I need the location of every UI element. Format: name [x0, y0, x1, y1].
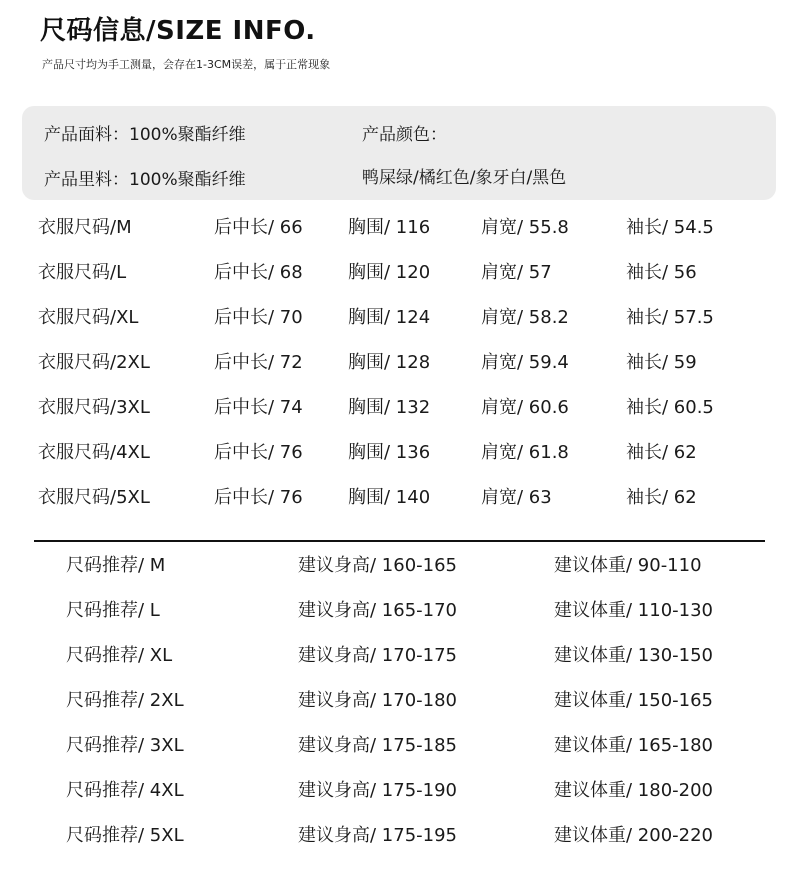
page-title: 尺码信息/SIZE INFO.: [40, 16, 316, 46]
shoulder-cell: 肩宽/ 61.8: [481, 442, 569, 463]
size-cell: 衣服尺码/L: [38, 262, 127, 283]
length-cell: 后中长/ 72: [214, 352, 303, 373]
rec-size-cell: 尺码推荐/ M: [66, 555, 166, 576]
shoulder-cell: 肩宽/ 60.6: [481, 397, 569, 418]
rec-height-cell: 建议身高/ 175-185: [298, 735, 457, 756]
shoulder-cell: 肩宽/ 59.4: [481, 352, 569, 373]
table-row: [0, 438, 790, 468]
table-row: [0, 348, 790, 378]
table-row: [0, 776, 790, 806]
size-cell: 衣服尺码/4XL: [38, 442, 150, 463]
color-list: 鸭屎绿/橘红色/象牙白/黑色: [362, 168, 567, 188]
table-row: [0, 303, 790, 333]
size-cell: 衣服尺码/3XL: [38, 397, 150, 418]
rec-weight-cell: 建议体重/ 165-180: [554, 735, 713, 756]
size-cell: 衣服尺码/M: [38, 217, 132, 238]
size-cell: 衣服尺码/5XL: [38, 487, 150, 508]
sleeve-cell: 袖长/ 57.5: [626, 307, 714, 328]
rec-size-cell: 尺码推荐/ 4XL: [66, 780, 184, 801]
rec-height-cell: 建议身高/ 165-170: [298, 600, 457, 621]
sleeve-cell: 袖长/ 59: [626, 352, 697, 373]
rec-size-cell: 尺码推荐/ 2XL: [66, 690, 184, 711]
table-row: [0, 686, 790, 716]
table-row: [0, 213, 790, 243]
shoulder-cell: 肩宽/ 57: [481, 262, 552, 283]
sleeve-cell: 袖长/ 60.5: [626, 397, 714, 418]
table-row: [0, 596, 790, 626]
sleeve-cell: 袖长/ 54.5: [626, 217, 714, 238]
length-cell: 后中长/ 66: [214, 217, 303, 238]
measurement-note: 产品尺寸均为手工测量，会存在1-3CM误差，属于正常现象: [42, 58, 331, 71]
sleeve-cell: 袖长/ 62: [626, 487, 697, 508]
size-cell: 衣服尺码/2XL: [38, 352, 150, 373]
sleeve-cell: 袖长/ 56: [626, 262, 697, 283]
rec-height-cell: 建议身高/ 160-165: [298, 555, 457, 576]
length-cell: 后中长/ 74: [214, 397, 303, 418]
length-cell: 后中长/ 70: [214, 307, 303, 328]
table-row: [0, 821, 790, 851]
rec-weight-cell: 建议体重/ 110-130: [554, 600, 713, 621]
rec-height-cell: 建议身高/ 175-190: [298, 780, 457, 801]
shoulder-cell: 肩宽/ 63: [481, 487, 552, 508]
shoulder-cell: 肩宽/ 55.8: [481, 217, 569, 238]
size-cell: 衣服尺码/XL: [38, 307, 139, 328]
rec-weight-cell: 建议体重/ 90-110: [554, 555, 702, 576]
rec-weight-cell: 建议体重/ 180-200: [554, 780, 713, 801]
rec-size-cell: 尺码推荐/ 3XL: [66, 735, 184, 756]
table-row: [0, 641, 790, 671]
table-row: [0, 731, 790, 761]
length-cell: 后中长/ 76: [214, 487, 303, 508]
rec-weight-cell: 建议体重/ 200-220: [554, 825, 713, 846]
lining-text: 产品里料：100%聚酯纤维: [44, 170, 246, 190]
rec-height-cell: 建议身高/ 175-195: [298, 825, 457, 846]
product-info-panel: [22, 106, 776, 200]
length-cell: 后中长/ 76: [214, 442, 303, 463]
chest-cell: 胸围/ 140: [348, 487, 431, 508]
shoulder-cell: 肩宽/ 58.2: [481, 307, 569, 328]
fabric-text: 产品面料：100%聚酯纤维: [44, 125, 246, 145]
table-row: [0, 483, 790, 513]
color-label: 产品颜色：: [362, 125, 447, 145]
chest-cell: 胸围/ 116: [348, 217, 431, 238]
section-divider: [34, 540, 765, 542]
rec-weight-cell: 建议体重/ 150-165: [554, 690, 713, 711]
table-row: [0, 551, 790, 581]
rec-size-cell: 尺码推荐/ 5XL: [66, 825, 184, 846]
rec-height-cell: 建议身高/ 170-175: [298, 645, 457, 666]
rec-size-cell: 尺码推荐/ XL: [66, 645, 173, 666]
chest-cell: 胸围/ 124: [348, 307, 431, 328]
chest-cell: 胸围/ 132: [348, 397, 431, 418]
rec-height-cell: 建议身高/ 170-180: [298, 690, 457, 711]
sleeve-cell: 袖长/ 62: [626, 442, 697, 463]
chest-cell: 胸围/ 120: [348, 262, 431, 283]
table-row: [0, 393, 790, 423]
length-cell: 后中长/ 68: [214, 262, 303, 283]
chest-cell: 胸围/ 136: [348, 442, 431, 463]
table-row: [0, 258, 790, 288]
rec-weight-cell: 建议体重/ 130-150: [554, 645, 713, 666]
chest-cell: 胸围/ 128: [348, 352, 431, 373]
rec-size-cell: 尺码推荐/ L: [66, 600, 160, 621]
